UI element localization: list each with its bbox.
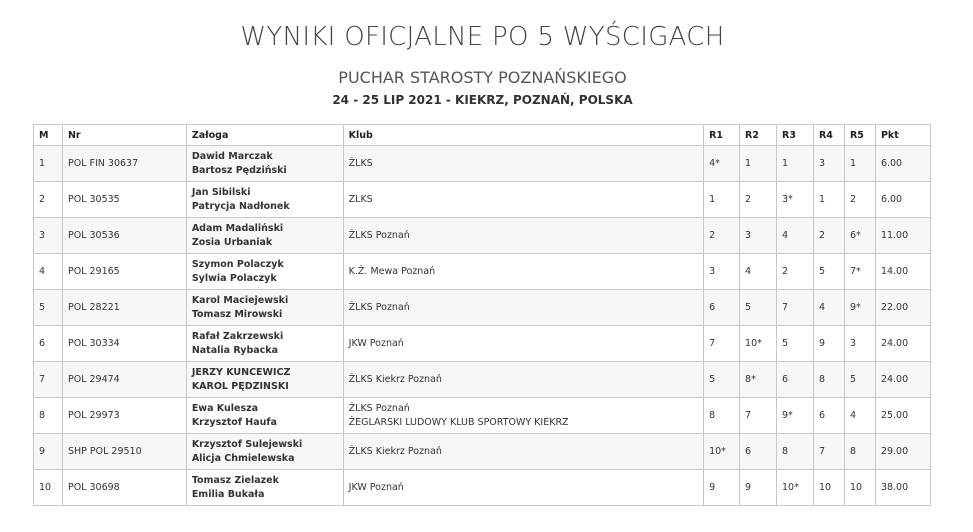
crew-member-name: Natalia Rybacka: [191, 344, 279, 356]
position-cell: 2: [34, 182, 63, 218]
table-row: [34, 290, 931, 326]
sail-number-cell: SHP POL 29510: [62, 434, 186, 470]
sail-number-cell: POL 30334: [62, 326, 186, 362]
table-row: [34, 182, 931, 218]
crew-member-name: Krzysztof Sulejewski: [191, 438, 303, 450]
position-cell: 7: [34, 362, 63, 398]
col-header-m[interactable]: M: [34, 125, 63, 146]
crew-cell: [186, 146, 343, 182]
crew-cell: [186, 182, 343, 218]
table-row: [34, 326, 931, 362]
sail-number-cell: POL 29165: [62, 254, 186, 290]
position-cell: 3: [34, 218, 63, 254]
race-3-score-cell: 1: [777, 146, 814, 182]
event-subtitle: PUCHAR STAROSTY POZNAŃSKIEGO: [338, 68, 627, 87]
race-2-score-cell: 5: [740, 290, 777, 326]
race-4-score-cell: 1: [813, 182, 844, 218]
crew-cell: [186, 362, 343, 398]
race-1-score-cell: 9: [704, 470, 740, 506]
crew-member-name: Alicja Chmielewska: [191, 452, 295, 464]
race-1-score-cell: 7: [704, 326, 740, 362]
table-row: [34, 362, 931, 398]
position-cell: 6: [34, 326, 63, 362]
crew-member-name: Adam Madaliński: [191, 222, 284, 234]
table-row: [34, 218, 931, 254]
points-cell: 25.00: [875, 398, 930, 434]
sail-number-cell: POL 28221: [62, 290, 186, 326]
race-2-score-cell: 6: [740, 434, 777, 470]
club-cell: [343, 362, 703, 398]
race-3-score-cell: 2: [777, 254, 814, 290]
race-1-score-cell: 5: [704, 362, 740, 398]
race-2-score-cell: 4: [740, 254, 777, 290]
race-4-score-cell: 2: [813, 218, 844, 254]
race-1-score-cell: 8: [704, 398, 740, 434]
race-3-score-cell: 8: [777, 434, 814, 470]
points-cell: 24.00: [875, 326, 930, 362]
race-2-score-cell: 3: [740, 218, 777, 254]
table-row: [34, 434, 931, 470]
club-name: ŻEGLARSKI LUDOWY KLUB SPORTOWY KIEKRZ: [348, 416, 569, 428]
crew-member-name: Bartosz Pędziński: [191, 164, 287, 176]
race-3-score-cell: 5: [777, 326, 814, 362]
race-2-score-cell: 2: [740, 182, 777, 218]
club-name: ZLKS: [348, 193, 373, 205]
crew-member-name: Szymon Polaczyk: [191, 258, 284, 270]
sail-number-cell: POL 29973: [62, 398, 186, 434]
race-4-score-cell: 8: [813, 362, 844, 398]
race-4-score-cell: 4: [813, 290, 844, 326]
crew-member-name: Karol Maciejewski: [191, 294, 289, 306]
sail-number-cell: POL 30698: [62, 470, 186, 506]
race-5-score-cell: 8: [844, 434, 875, 470]
points-cell: 38.00: [875, 470, 930, 506]
race-5-score-cell: 7*: [844, 254, 875, 290]
sail-number-cell: POL 30535: [62, 182, 186, 218]
crew-member-name: JERZY KUNCEWICZ: [191, 366, 291, 378]
col-header-pkt[interactable]: Pkt: [875, 125, 930, 146]
results-table: [33, 124, 931, 506]
race-5-score-cell: 5: [844, 362, 875, 398]
sail-number-cell: POL 29474: [62, 362, 186, 398]
club-name: ŻLKS: [348, 157, 373, 169]
points-cell: 24.00: [875, 362, 930, 398]
race-5-score-cell: 3: [844, 326, 875, 362]
club-cell: [343, 182, 703, 218]
table-row: [34, 146, 931, 182]
crew-member-name: Tomasz Mirowski: [191, 308, 283, 320]
club-cell: [343, 398, 703, 434]
position-cell: 9: [34, 434, 63, 470]
crew-member-name: Krzysztof Haufa: [191, 416, 277, 428]
crew-cell: [186, 434, 343, 470]
club-cell: [343, 146, 703, 182]
club-name: K.Ż. Mewa Poznań: [348, 265, 436, 277]
table-row: [34, 254, 931, 290]
position-cell: 5: [34, 290, 63, 326]
crew-member-name: Ewa Kulesza: [191, 402, 259, 414]
race-1-score-cell: 10*: [704, 434, 740, 470]
table-row: [34, 470, 931, 506]
race-2-score-cell: 1: [740, 146, 777, 182]
crew-member-name: Patrycja Nadłonek: [191, 200, 290, 212]
sail-number-cell: POL 30536: [62, 218, 186, 254]
race-3-score-cell: 7: [777, 290, 814, 326]
race-3-score-cell: 6: [777, 362, 814, 398]
crew-member-name: Rafał Zakrzewski: [191, 330, 284, 342]
crew-member-name: Sylwia Polaczyk: [191, 272, 277, 284]
club-cell: [343, 254, 703, 290]
race-1-score-cell: 2: [704, 218, 740, 254]
points-cell: 22.00: [875, 290, 930, 326]
table-row: [34, 398, 931, 434]
race-4-score-cell: 5: [813, 254, 844, 290]
race-1-score-cell: 6: [704, 290, 740, 326]
position-cell: 1: [34, 146, 63, 182]
race-5-score-cell: 9*: [844, 290, 875, 326]
col-header-crew[interactable]: Załoga: [186, 125, 343, 146]
race-5-score-cell: 4: [844, 398, 875, 434]
race-5-score-cell: 1: [844, 146, 875, 182]
club-cell: [343, 326, 703, 362]
results-body: [34, 146, 931, 506]
race-2-score-cell: 9: [740, 470, 777, 506]
crew-member-name: Zosia Urbaniak: [191, 236, 273, 248]
position-cell: 4: [34, 254, 63, 290]
race-4-score-cell: 10: [813, 470, 844, 506]
points-cell: 6.00: [875, 182, 930, 218]
race-4-score-cell: 3: [813, 146, 844, 182]
col-header-r1[interactable]: R1: [704, 125, 740, 146]
crew-cell: [186, 326, 343, 362]
page-title: WYNIKI OFICJALNE PO 5 WYŚCIGACH: [240, 22, 725, 52]
crew-cell: [186, 470, 343, 506]
crew-cell: [186, 254, 343, 290]
table-header-row: [34, 125, 931, 146]
club-name: ŻLKS Poznań: [348, 402, 410, 414]
col-header-club[interactable]: Klub: [343, 125, 703, 146]
col-header-nr[interactable]: Nr: [62, 125, 186, 146]
race-5-score-cell: 6*: [844, 218, 875, 254]
event-dateline: 24 - 25 LIP 2021 - KIEKRZ, POZNAŃ, POLSKA: [332, 93, 633, 107]
club-name: ŻLKS Kiekrz Poznań: [348, 445, 442, 457]
race-5-score-cell: 10: [844, 470, 875, 506]
race-3-score-cell: 9*: [777, 398, 814, 434]
race-3-score-cell: 4: [777, 218, 814, 254]
points-cell: 14.00: [875, 254, 930, 290]
col-header-r2[interactable]: R2: [740, 125, 777, 146]
club-cell: [343, 218, 703, 254]
race-3-score-cell: 3*: [777, 182, 814, 218]
crew-member-name: Tomasz Zielazek: [191, 474, 279, 486]
crew-member-name: Dawid Marczak: [191, 150, 273, 162]
race-2-score-cell: 8*: [740, 362, 777, 398]
race-4-score-cell: 9: [813, 326, 844, 362]
club-cell: [343, 434, 703, 470]
position-cell: 8: [34, 398, 63, 434]
club-name: ŻLKS Kiekrz Poznań: [348, 373, 442, 385]
club-cell: [343, 470, 703, 506]
sail-number-cell: POL FIN 30637: [62, 146, 186, 182]
crew-cell: [186, 398, 343, 434]
position-cell: 10: [34, 470, 63, 506]
col-header-r3[interactable]: R3: [777, 125, 814, 146]
race-2-score-cell: 10*: [740, 326, 777, 362]
club-name: JKW Poznań: [348, 337, 404, 349]
race-5-score-cell: 2: [844, 182, 875, 218]
col-header-r5[interactable]: R5: [844, 125, 875, 146]
crew-cell: [186, 290, 343, 326]
club-name: ŻLKS Poznań: [348, 301, 410, 313]
race-4-score-cell: 7: [813, 434, 844, 470]
col-header-r4[interactable]: R4: [813, 125, 844, 146]
race-1-score-cell: 4*: [704, 146, 740, 182]
race-2-score-cell: 7: [740, 398, 777, 434]
points-cell: 29.00: [875, 434, 930, 470]
race-3-score-cell: 10*: [777, 470, 814, 506]
club-cell: [343, 290, 703, 326]
points-cell: 6.00: [875, 146, 930, 182]
points-cell: 11.00: [875, 218, 930, 254]
crew-member-name: KAROL PĘDZINSKI: [191, 380, 289, 392]
race-4-score-cell: 6: [813, 398, 844, 434]
club-name: JKW Poznań: [348, 481, 404, 493]
crew-member-name: Emilia Bukała: [191, 488, 265, 500]
race-1-score-cell: 1: [704, 182, 740, 218]
crew-cell: [186, 218, 343, 254]
crew-member-name: Jan Sibilski: [191, 186, 251, 198]
club-name: ŻLKS Poznań: [348, 229, 410, 241]
race-1-score-cell: 3: [704, 254, 740, 290]
